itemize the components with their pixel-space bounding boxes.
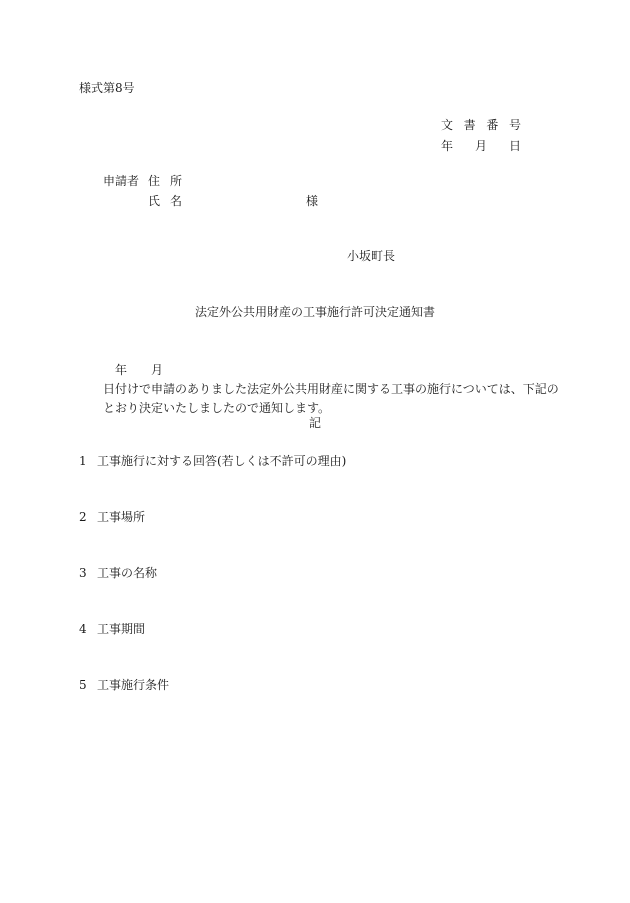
list-item: 4 工事期間 bbox=[79, 622, 146, 636]
list-item: 5 工事施行条件 bbox=[79, 678, 170, 692]
body-month: 月 bbox=[151, 363, 164, 377]
list-item: 2 工事場所 bbox=[79, 510, 146, 524]
body-text: 日付けで申請のありました法定外公共用財産に関する工事の施行については、下記のとおり決定いたしましたので通知します。 bbox=[103, 382, 559, 415]
applicant-role: 申請者 bbox=[103, 174, 140, 188]
list-item: 3 工事の名称 bbox=[79, 566, 158, 580]
document-meta bbox=[441, 118, 531, 160]
document-title: 法定外公共用財産の工事施行許可決定通知書 bbox=[194, 305, 435, 319]
name-label: 氏 名 bbox=[148, 194, 182, 208]
body-year: 年 bbox=[115, 363, 128, 377]
document-number-label: 文 書 番 号 bbox=[441, 118, 521, 132]
document-date-label: 年 月 日 bbox=[441, 139, 521, 153]
honorific: 様 bbox=[306, 194, 319, 208]
applicant-name-line bbox=[103, 194, 318, 214]
address-label: 住 所 bbox=[148, 174, 182, 188]
ki-heading: 記 bbox=[308, 416, 321, 430]
list-item: 1 工事施行に対する回答(若しくは不許可の理由) bbox=[79, 454, 347, 468]
issuer: 小坂町長 bbox=[347, 249, 396, 263]
applicant-block bbox=[103, 174, 318, 214]
applicant-address-line bbox=[103, 174, 318, 194]
form-number: 様式第8号 bbox=[79, 81, 135, 95]
body-paragraph bbox=[79, 361, 559, 418]
